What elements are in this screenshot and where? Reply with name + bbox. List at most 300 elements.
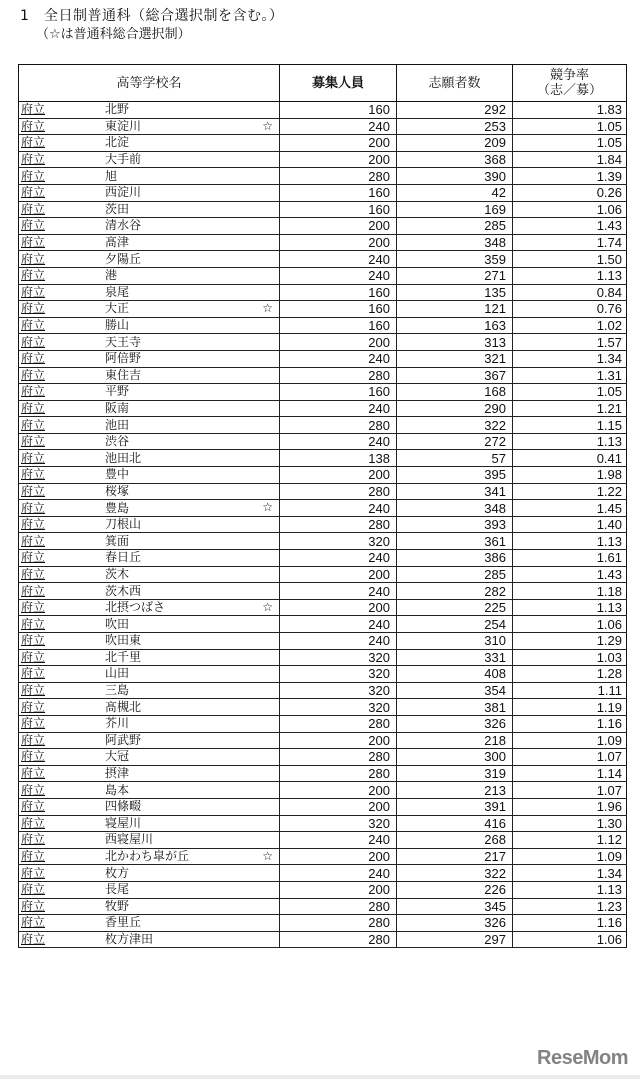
school-name-cell: [19, 815, 280, 832]
applicants-cell: 331: [397, 649, 513, 666]
ratio-cell: 1.07: [513, 749, 627, 766]
prefecture-label: 府立: [21, 550, 46, 565]
prefecture-label: 府立: [21, 732, 46, 747]
prefecture-label: 府立: [21, 201, 46, 216]
applicants-cell: 217: [397, 848, 513, 865]
school-name: 北千里: [105, 649, 142, 664]
table-row: [19, 500, 627, 517]
school-name: 泉尾: [105, 284, 130, 299]
applicants-cell: 408: [397, 666, 513, 683]
school-name-cell: [19, 400, 280, 417]
table-row: [19, 715, 627, 732]
school-name: 阿倍野: [105, 351, 142, 366]
school-name: 長尾: [105, 882, 130, 897]
ratio-cell: 1.39: [513, 168, 627, 185]
applicants-cell: 322: [397, 865, 513, 882]
applicants-cell: 367: [397, 367, 513, 384]
school-name-cell: [19, 184, 280, 201]
ratio-cell: 1.09: [513, 848, 627, 865]
school-name: 豊島: [105, 500, 130, 515]
admission-results-table: [18, 64, 627, 948]
table-row: [19, 765, 627, 782]
applicants-cell: 390: [397, 168, 513, 185]
school-name-cell: [19, 135, 280, 152]
capacity-cell: 160: [280, 301, 397, 318]
school-name-cell: [19, 583, 280, 600]
school-name: 大手前: [105, 152, 142, 167]
applicants-cell: 348: [397, 234, 513, 251]
header-capacity: 募集人員: [280, 65, 397, 102]
ratio-cell: 1.06: [513, 931, 627, 948]
capacity-cell: 320: [280, 533, 397, 550]
table-row: [19, 931, 627, 948]
capacity-cell: 160: [280, 317, 397, 334]
school-name-cell: [19, 649, 280, 666]
capacity-cell: 240: [280, 616, 397, 633]
prefecture-label: 府立: [21, 832, 46, 847]
table-row: [19, 450, 627, 467]
ratio-cell: 0.76: [513, 301, 627, 318]
bottom-edge: [0, 1075, 640, 1079]
table-row: [19, 234, 627, 251]
header-ratio-line2: （志／募）: [536, 83, 602, 98]
school-name: 池田: [105, 417, 130, 432]
applicants-cell: 168: [397, 384, 513, 401]
capacity-cell: 138: [280, 450, 397, 467]
table-row: [19, 865, 627, 882]
prefecture-label: 府立: [21, 168, 46, 183]
prefecture-label: 府立: [21, 865, 46, 880]
capacity-cell: 320: [280, 649, 397, 666]
applicants-cell: 368: [397, 151, 513, 168]
applicants-cell: 135: [397, 284, 513, 301]
school-name: 三島: [105, 683, 130, 698]
ratio-cell: 1.23: [513, 898, 627, 915]
ratio-cell: 1.06: [513, 201, 627, 218]
school-name-cell: [19, 633, 280, 650]
capacity-cell: 280: [280, 417, 397, 434]
school-name-cell: [19, 550, 280, 567]
applicants-cell: 321: [397, 350, 513, 367]
applicants-cell: 361: [397, 533, 513, 550]
document-subtitle: （☆は普通科総合選択制）: [36, 27, 191, 42]
school-name-cell: [19, 201, 280, 218]
capacity-cell: 320: [280, 699, 397, 716]
applicants-cell: 359: [397, 251, 513, 268]
applicants-cell: 348: [397, 500, 513, 517]
section-number: 1: [20, 8, 30, 24]
school-name-cell: [19, 749, 280, 766]
school-name-cell: [19, 417, 280, 434]
table-row: [19, 881, 627, 898]
school-name-cell: [19, 898, 280, 915]
school-name: 阪南: [105, 400, 130, 415]
ratio-cell: 1.40: [513, 516, 627, 533]
ratio-cell: 1.07: [513, 782, 627, 799]
capacity-cell: 320: [280, 815, 397, 832]
ratio-cell: 0.84: [513, 284, 627, 301]
star-icon: ☆: [262, 500, 273, 515]
star-icon: ☆: [262, 301, 273, 316]
prefecture-label: 府立: [21, 102, 46, 117]
applicants-cell: 300: [397, 749, 513, 766]
header-competition-ratio: [513, 65, 627, 102]
school-name: 吹田東: [105, 633, 142, 648]
table-row: [19, 284, 627, 301]
capacity-cell: 240: [280, 118, 397, 135]
applicants-cell: 354: [397, 682, 513, 699]
table-row: [19, 218, 627, 235]
ratio-cell: 1.05: [513, 384, 627, 401]
star-icon: ☆: [262, 599, 273, 614]
school-name: 大冠: [105, 749, 130, 764]
ratio-cell: 1.13: [513, 881, 627, 898]
prefecture-label: 府立: [21, 533, 46, 548]
school-name-cell: [19, 765, 280, 782]
table-row: [19, 135, 627, 152]
prefecture-label: 府立: [21, 666, 46, 681]
school-name-cell: [19, 151, 280, 168]
school-name: 茨木西: [105, 583, 142, 598]
capacity-cell: 240: [280, 433, 397, 450]
table-row: [19, 798, 627, 815]
applicants-cell: 271: [397, 267, 513, 284]
capacity-cell: 200: [280, 151, 397, 168]
school-name: 天王寺: [105, 334, 142, 349]
table-row: [19, 400, 627, 417]
table-row: [19, 815, 627, 832]
capacity-cell: 280: [280, 931, 397, 948]
capacity-cell: 280: [280, 715, 397, 732]
school-name: 桜塚: [105, 483, 130, 498]
school-name: 春日丘: [105, 550, 142, 565]
table-row: [19, 467, 627, 484]
school-name-cell: [19, 865, 280, 882]
applicants-cell: 313: [397, 334, 513, 351]
school-name: 渋谷: [105, 434, 130, 449]
capacity-cell: 160: [280, 102, 397, 119]
table-body: [19, 102, 627, 948]
table-row: [19, 118, 627, 135]
school-name: 芥川: [105, 716, 130, 731]
table-row: [19, 782, 627, 799]
school-name: 枚方津田: [105, 931, 154, 946]
prefecture-label: 府立: [21, 782, 46, 797]
ratio-cell: 1.02: [513, 317, 627, 334]
table-row: [19, 682, 627, 699]
prefecture-label: 府立: [21, 616, 46, 631]
ratio-cell: 1.34: [513, 350, 627, 367]
capacity-cell: 200: [280, 732, 397, 749]
table-row: [19, 417, 627, 434]
table-row: [19, 433, 627, 450]
school-name-cell: [19, 798, 280, 815]
school-name: 摂津: [105, 766, 130, 781]
ratio-cell: 1.12: [513, 832, 627, 849]
prefecture-label: 府立: [21, 268, 46, 283]
prefecture-label: 府立: [21, 135, 46, 150]
table-row: [19, 168, 627, 185]
prefecture-label: 府立: [21, 849, 46, 864]
applicants-cell: 163: [397, 317, 513, 334]
prefecture-label: 府立: [21, 649, 46, 664]
table-header-row: [19, 65, 627, 102]
prefecture-label: 府立: [21, 483, 46, 498]
table-row: [19, 599, 627, 616]
school-name: 北かわち皐が丘: [105, 849, 190, 864]
applicants-cell: 285: [397, 218, 513, 235]
applicants-cell: 254: [397, 616, 513, 633]
prefecture-label: 府立: [21, 367, 46, 382]
table-row: [19, 483, 627, 500]
applicants-cell: 416: [397, 815, 513, 832]
ratio-cell: 1.13: [513, 533, 627, 550]
school-name-cell: [19, 848, 280, 865]
school-name-cell: [19, 915, 280, 932]
applicants-cell: 297: [397, 931, 513, 948]
school-name: 港: [105, 268, 118, 283]
school-name: 山田: [105, 666, 130, 681]
ratio-cell: 1.06: [513, 616, 627, 633]
applicants-cell: 310: [397, 633, 513, 650]
prefecture-label: 府立: [21, 467, 46, 482]
applicants-cell: 326: [397, 915, 513, 932]
prefecture-label: 府立: [21, 384, 46, 399]
title-text: 全日制普通科（総合選択制を含む。）: [44, 8, 284, 24]
prefecture-label: 府立: [21, 517, 46, 532]
capacity-cell: 240: [280, 583, 397, 600]
school-name-cell: [19, 118, 280, 135]
table-row: [19, 533, 627, 550]
star-icon: ☆: [262, 848, 273, 863]
school-name: 四條畷: [105, 799, 142, 814]
capacity-cell: 160: [280, 201, 397, 218]
applicants-cell: 386: [397, 550, 513, 567]
applicants-cell: 169: [397, 201, 513, 218]
school-name-cell: [19, 599, 280, 616]
ratio-cell: 1.29: [513, 633, 627, 650]
capacity-cell: 200: [280, 599, 397, 616]
school-name: 髙槻北: [105, 699, 142, 714]
ratio-cell: 1.18: [513, 583, 627, 600]
applicants-cell: 268: [397, 832, 513, 849]
prefecture-label: 府立: [21, 450, 46, 465]
school-name: 島本: [105, 782, 130, 797]
capacity-cell: 200: [280, 467, 397, 484]
table-row: [19, 350, 627, 367]
school-name: 西淀川: [105, 185, 142, 200]
capacity-cell: 280: [280, 483, 397, 500]
ratio-cell: 1.09: [513, 732, 627, 749]
prefecture-label: 府立: [21, 898, 46, 913]
applicants-cell: 213: [397, 782, 513, 799]
school-name-cell: [19, 384, 280, 401]
ratio-cell: 1.05: [513, 118, 627, 135]
applicants-cell: 253: [397, 118, 513, 135]
school-name-cell: [19, 467, 280, 484]
table-row: [19, 317, 627, 334]
school-name: 北淀: [105, 135, 130, 150]
capacity-cell: 200: [280, 848, 397, 865]
school-name: 北摂つばさ: [105, 600, 166, 615]
prefecture-label: 府立: [21, 434, 46, 449]
table-row: [19, 749, 627, 766]
ratio-cell: 1.15: [513, 417, 627, 434]
school-name-cell: [19, 881, 280, 898]
ratio-cell: 1.96: [513, 798, 627, 815]
capacity-cell: 280: [280, 749, 397, 766]
resemom-watermark-logo: ReseMom: [537, 1047, 628, 1069]
school-name: 箕面: [105, 533, 130, 548]
capacity-cell: 240: [280, 500, 397, 517]
ratio-cell: 1.83: [513, 102, 627, 119]
school-name-cell: [19, 500, 280, 517]
prefecture-label: 府立: [21, 500, 46, 515]
school-name-cell: [19, 616, 280, 633]
prefecture-label: 府立: [21, 699, 46, 714]
table-row: [19, 848, 627, 865]
capacity-cell: 200: [280, 881, 397, 898]
school-name: 夕陽丘: [105, 251, 142, 266]
ratio-cell: 1.05: [513, 135, 627, 152]
capacity-cell: 280: [280, 367, 397, 384]
prefecture-label: 府立: [21, 766, 46, 781]
school-name-cell: [19, 267, 280, 284]
prefecture-label: 府立: [21, 749, 46, 764]
capacity-cell: 280: [280, 915, 397, 932]
school-name: 髙津: [105, 235, 130, 250]
prefecture-label: 府立: [21, 882, 46, 897]
star-icon: ☆: [262, 118, 273, 133]
school-name: 阿武野: [105, 732, 142, 747]
applicants-cell: 290: [397, 400, 513, 417]
prefecture-label: 府立: [21, 400, 46, 415]
prefecture-label: 府立: [21, 683, 46, 698]
prefecture-label: 府立: [21, 284, 46, 299]
prefecture-label: 府立: [21, 251, 46, 266]
school-name: 枚方: [105, 865, 130, 880]
school-name: 旭: [105, 168, 118, 183]
applicants-cell: 282: [397, 583, 513, 600]
prefecture-label: 府立: [21, 583, 46, 598]
ratio-cell: 1.22: [513, 483, 627, 500]
prefecture-label: 府立: [21, 351, 46, 366]
ratio-cell: 1.84: [513, 151, 627, 168]
capacity-cell: 240: [280, 550, 397, 567]
ratio-cell: 1.21: [513, 400, 627, 417]
ratio-cell: 1.50: [513, 251, 627, 268]
ratio-cell: 1.19: [513, 699, 627, 716]
table-row: [19, 832, 627, 849]
school-name: 東住吉: [105, 367, 142, 382]
school-name: 茨木: [105, 566, 130, 581]
prefecture-label: 府立: [21, 417, 46, 432]
prefecture-label: 府立: [21, 815, 46, 830]
capacity-cell: 200: [280, 798, 397, 815]
table-row: [19, 267, 627, 284]
ratio-cell: 1.43: [513, 566, 627, 583]
capacity-cell: 200: [280, 566, 397, 583]
ratio-cell: 1.57: [513, 334, 627, 351]
table-row: [19, 616, 627, 633]
prefecture-label: 府立: [21, 566, 46, 581]
table-row: [19, 732, 627, 749]
capacity-cell: 320: [280, 682, 397, 699]
school-name-cell: [19, 251, 280, 268]
applicants-cell: 226: [397, 881, 513, 898]
applicants-cell: 322: [397, 417, 513, 434]
table-row: [19, 334, 627, 351]
ratio-cell: 1.13: [513, 267, 627, 284]
school-name: 牧野: [105, 898, 130, 913]
ratio-cell: 1.16: [513, 915, 627, 932]
capacity-cell: 240: [280, 251, 397, 268]
school-name: 吹田: [105, 616, 130, 631]
capacity-cell: 240: [280, 267, 397, 284]
capacity-cell: 160: [280, 184, 397, 201]
school-name: 清水谷: [105, 218, 142, 233]
table-row: [19, 666, 627, 683]
capacity-cell: 160: [280, 384, 397, 401]
school-name-cell: [19, 699, 280, 716]
school-name: 寝屋川: [105, 815, 142, 830]
prefecture-label: 府立: [21, 334, 46, 349]
header-ratio-line1: 競争率: [549, 68, 589, 83]
ratio-cell: 1.28: [513, 666, 627, 683]
school-name-cell: [19, 832, 280, 849]
school-name: 東淀川: [105, 118, 142, 133]
applicants-cell: 381: [397, 699, 513, 716]
school-name-cell: [19, 218, 280, 235]
header-school-name: 高等学校名: [19, 65, 280, 102]
prefecture-label: 府立: [21, 799, 46, 814]
document-title: [20, 8, 284, 25]
school-name-cell: [19, 350, 280, 367]
table-row: [19, 201, 627, 218]
school-name: 大正: [105, 301, 130, 316]
capacity-cell: 240: [280, 633, 397, 650]
school-name-cell: [19, 367, 280, 384]
ratio-cell: 1.45: [513, 500, 627, 517]
school-name: 池田北: [105, 450, 142, 465]
school-name: 平野: [105, 384, 130, 399]
capacity-cell: 240: [280, 400, 397, 417]
school-name: 勝山: [105, 318, 130, 333]
applicants-cell: 326: [397, 715, 513, 732]
prefecture-label: 府立: [21, 716, 46, 731]
ratio-cell: 1.13: [513, 599, 627, 616]
ratio-cell: 1.31: [513, 367, 627, 384]
school-name-cell: [19, 533, 280, 550]
applicants-cell: 341: [397, 483, 513, 500]
prefecture-label: 府立: [21, 318, 46, 333]
school-name-cell: [19, 301, 280, 318]
table-row: [19, 102, 627, 119]
capacity-cell: 240: [280, 350, 397, 367]
prefecture-label: 府立: [21, 235, 46, 250]
school-name-cell: [19, 682, 280, 699]
capacity-cell: 200: [280, 782, 397, 799]
school-name: 香里丘: [105, 915, 142, 930]
applicants-cell: 57: [397, 450, 513, 467]
capacity-cell: 280: [280, 168, 397, 185]
ratio-cell: 1.74: [513, 234, 627, 251]
school-name: 西寝屋川: [105, 832, 154, 847]
school-name-cell: [19, 516, 280, 533]
table-row: [19, 301, 627, 318]
applicants-cell: 121: [397, 301, 513, 318]
school-name-cell: [19, 102, 280, 119]
